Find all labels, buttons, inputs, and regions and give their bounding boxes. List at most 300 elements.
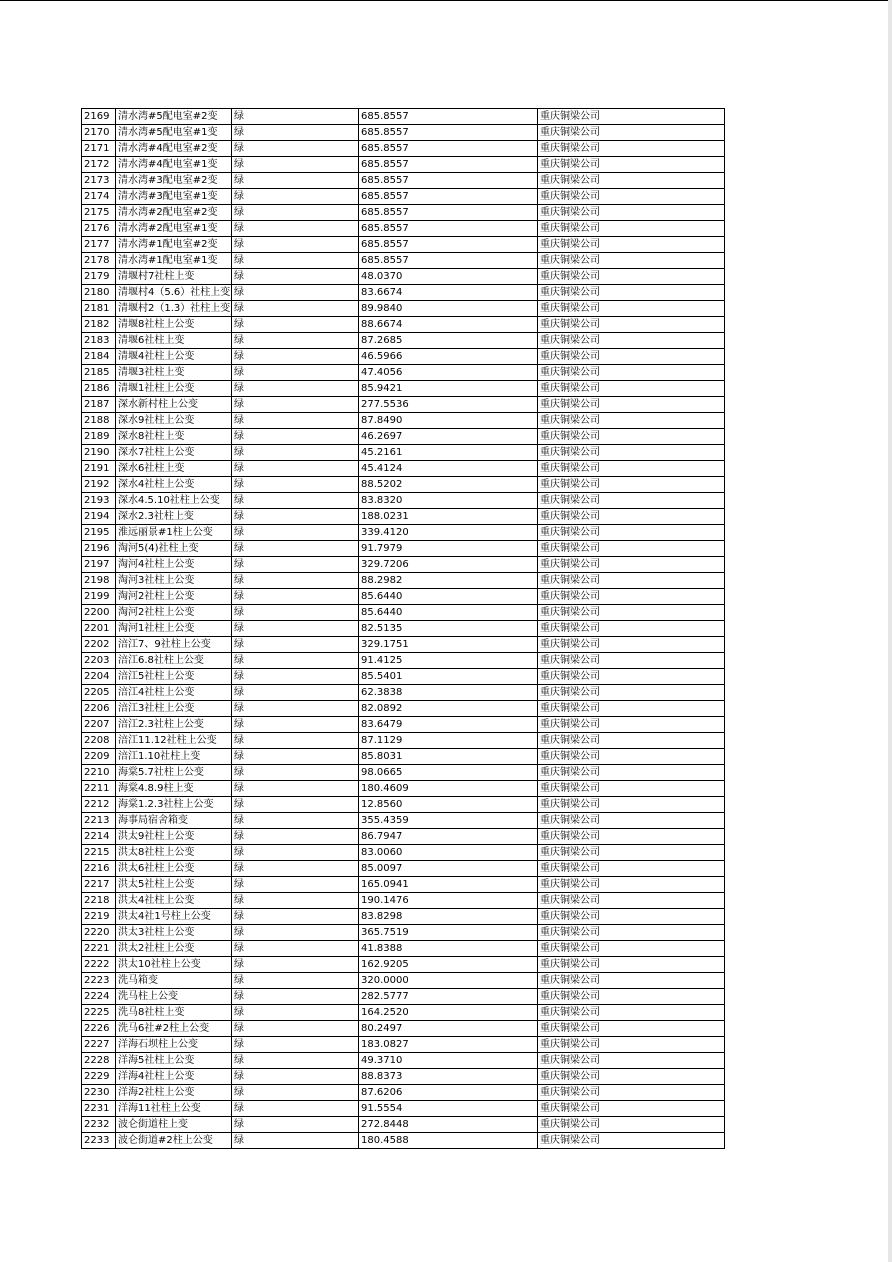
value-cell: 91.7979 bbox=[359, 541, 538, 557]
row-number-cell: 2180 bbox=[82, 285, 116, 301]
value-cell: 87.1129 bbox=[359, 733, 538, 749]
value-cell: 165.0941 bbox=[359, 877, 538, 893]
status-cell: 绿 bbox=[232, 285, 359, 301]
name-cell: 涪江11.12社柱上公变 bbox=[116, 733, 232, 749]
company-cell: 重庆铜梁公司 bbox=[538, 205, 725, 221]
row-number-cell: 2209 bbox=[82, 749, 116, 765]
table-row bbox=[82, 781, 725, 797]
name-cell: 清水湾#5配电室#2变 bbox=[116, 109, 232, 125]
name-cell: 洪太4社1号柱上公变 bbox=[116, 909, 232, 925]
name-cell: 清水湾#4配电室#2变 bbox=[116, 141, 232, 157]
name-cell: 深水9社柱上公变 bbox=[116, 413, 232, 429]
row-number-cell: 2222 bbox=[82, 957, 116, 973]
value-cell: 62.3838 bbox=[359, 685, 538, 701]
status-cell: 绿 bbox=[232, 1069, 359, 1085]
value-cell: 87.2685 bbox=[359, 333, 538, 349]
table-row bbox=[82, 141, 725, 157]
company-cell: 重庆铜梁公司 bbox=[538, 445, 725, 461]
table-row bbox=[82, 381, 725, 397]
company-cell: 重庆铜梁公司 bbox=[538, 1133, 725, 1149]
table-row bbox=[82, 1101, 725, 1117]
status-cell: 绿 bbox=[232, 621, 359, 637]
value-cell: 183.0827 bbox=[359, 1037, 538, 1053]
table-row bbox=[82, 829, 725, 845]
company-cell: 重庆铜梁公司 bbox=[538, 349, 725, 365]
status-cell: 绿 bbox=[232, 877, 359, 893]
row-number-cell: 2188 bbox=[82, 413, 116, 429]
table-row bbox=[82, 797, 725, 813]
row-number-cell: 2216 bbox=[82, 861, 116, 877]
row-number-cell: 2229 bbox=[82, 1069, 116, 1085]
table-row bbox=[82, 749, 725, 765]
status-cell: 绿 bbox=[232, 493, 359, 509]
name-cell: 涪江6.8社柱上公变 bbox=[116, 653, 232, 669]
value-cell: 47.4056 bbox=[359, 365, 538, 381]
table-row bbox=[82, 1005, 725, 1021]
value-cell: 83.0060 bbox=[359, 845, 538, 861]
name-cell: 淘河3社柱上公变 bbox=[116, 573, 232, 589]
row-number-cell: 2184 bbox=[82, 349, 116, 365]
table-row bbox=[82, 477, 725, 493]
table-row bbox=[82, 397, 725, 413]
company-cell: 重庆铜梁公司 bbox=[538, 189, 725, 205]
row-number-cell: 2224 bbox=[82, 989, 116, 1005]
value-cell: 329.1751 bbox=[359, 637, 538, 653]
status-cell: 绿 bbox=[232, 253, 359, 269]
value-cell: 87.6206 bbox=[359, 1085, 538, 1101]
row-number-cell: 2230 bbox=[82, 1085, 116, 1101]
row-number-cell: 2213 bbox=[82, 813, 116, 829]
row-number-cell: 2205 bbox=[82, 685, 116, 701]
table-row bbox=[82, 173, 725, 189]
status-cell: 绿 bbox=[232, 1117, 359, 1133]
company-cell: 重庆铜梁公司 bbox=[538, 573, 725, 589]
table-row bbox=[82, 445, 725, 461]
row-number-cell: 2183 bbox=[82, 333, 116, 349]
company-cell: 重庆铜梁公司 bbox=[538, 1085, 725, 1101]
value-cell: 685.8557 bbox=[359, 205, 538, 221]
row-number-cell: 2203 bbox=[82, 653, 116, 669]
company-cell: 重庆铜梁公司 bbox=[538, 845, 725, 861]
value-cell: 685.8557 bbox=[359, 125, 538, 141]
company-cell: 重庆铜梁公司 bbox=[538, 589, 725, 605]
table-row bbox=[82, 669, 725, 685]
company-cell: 重庆铜梁公司 bbox=[538, 477, 725, 493]
status-cell: 绿 bbox=[232, 557, 359, 573]
table-row bbox=[82, 349, 725, 365]
name-cell: 淘河4社柱上公变 bbox=[116, 557, 232, 573]
table-row bbox=[82, 957, 725, 973]
row-number-cell: 2170 bbox=[82, 125, 116, 141]
name-cell: 深水4社柱上公变 bbox=[116, 477, 232, 493]
table-row bbox=[82, 1053, 725, 1069]
name-cell: 海棠5.7社柱上公变 bbox=[116, 765, 232, 781]
row-number-cell: 2179 bbox=[82, 269, 116, 285]
value-cell: 48.0370 bbox=[359, 269, 538, 285]
row-number-cell: 2171 bbox=[82, 141, 116, 157]
company-cell: 重庆铜梁公司 bbox=[538, 1021, 725, 1037]
value-cell: 83.8298 bbox=[359, 909, 538, 925]
company-cell: 重庆铜梁公司 bbox=[538, 317, 725, 333]
row-number-cell: 2181 bbox=[82, 301, 116, 317]
value-cell: 685.8557 bbox=[359, 173, 538, 189]
name-cell: 洋海11社柱上公变 bbox=[116, 1101, 232, 1117]
row-number-cell: 2187 bbox=[82, 397, 116, 413]
status-cell: 绿 bbox=[232, 1053, 359, 1069]
table-row bbox=[82, 285, 725, 301]
row-number-cell: 2178 bbox=[82, 253, 116, 269]
status-cell: 绿 bbox=[232, 941, 359, 957]
company-cell: 重庆铜梁公司 bbox=[538, 173, 725, 189]
name-cell: 清堰4社柱上公变 bbox=[116, 349, 232, 365]
company-cell: 重庆铜梁公司 bbox=[538, 1069, 725, 1085]
value-cell: 320.0000 bbox=[359, 973, 538, 989]
name-cell: 深水8社柱上变 bbox=[116, 429, 232, 445]
row-number-cell: 2212 bbox=[82, 797, 116, 813]
value-cell: 282.5777 bbox=[359, 989, 538, 1005]
value-cell: 45.4124 bbox=[359, 461, 538, 477]
table-row bbox=[82, 429, 725, 445]
status-cell: 绿 bbox=[232, 925, 359, 941]
company-cell: 重庆铜梁公司 bbox=[538, 141, 725, 157]
table-row bbox=[82, 189, 725, 205]
value-cell: 83.6674 bbox=[359, 285, 538, 301]
table-row bbox=[82, 621, 725, 637]
row-number-cell: 2201 bbox=[82, 621, 116, 637]
row-number-cell: 2175 bbox=[82, 205, 116, 221]
company-cell: 重庆铜梁公司 bbox=[538, 685, 725, 701]
table-row bbox=[82, 765, 725, 781]
value-cell: 277.5536 bbox=[359, 397, 538, 413]
name-cell: 洋海石坝柱上公变 bbox=[116, 1037, 232, 1053]
row-number-cell: 2225 bbox=[82, 1005, 116, 1021]
table-row bbox=[82, 413, 725, 429]
value-cell: 685.8557 bbox=[359, 189, 538, 205]
row-number-cell: 2191 bbox=[82, 461, 116, 477]
status-cell: 绿 bbox=[232, 349, 359, 365]
status-cell: 绿 bbox=[232, 957, 359, 973]
company-cell: 重庆铜梁公司 bbox=[538, 413, 725, 429]
status-cell: 绿 bbox=[232, 989, 359, 1005]
table-row bbox=[82, 157, 725, 173]
row-number-cell: 2218 bbox=[82, 893, 116, 909]
value-cell: 365.7519 bbox=[359, 925, 538, 941]
company-cell: 重庆铜梁公司 bbox=[538, 381, 725, 397]
value-cell: 46.2697 bbox=[359, 429, 538, 445]
name-cell: 清水湾#1配电室#2变 bbox=[116, 237, 232, 253]
row-number-cell: 2202 bbox=[82, 637, 116, 653]
row-number-cell: 2214 bbox=[82, 829, 116, 845]
status-cell: 绿 bbox=[232, 733, 359, 749]
status-cell: 绿 bbox=[232, 1037, 359, 1053]
value-cell: 82.5135 bbox=[359, 621, 538, 637]
status-cell: 绿 bbox=[232, 397, 359, 413]
table-row bbox=[82, 813, 725, 829]
row-number-cell: 2220 bbox=[82, 925, 116, 941]
table-row bbox=[82, 205, 725, 221]
table-row bbox=[82, 845, 725, 861]
company-cell: 重庆铜梁公司 bbox=[538, 765, 725, 781]
value-cell: 85.0097 bbox=[359, 861, 538, 877]
name-cell: 洪太3社柱上公变 bbox=[116, 925, 232, 941]
row-number-cell: 2233 bbox=[82, 1133, 116, 1149]
value-cell: 41.8388 bbox=[359, 941, 538, 957]
table-row bbox=[82, 861, 725, 877]
company-cell: 重庆铜梁公司 bbox=[538, 157, 725, 173]
status-cell: 绿 bbox=[232, 445, 359, 461]
row-number-cell: 2211 bbox=[82, 781, 116, 797]
table-row bbox=[82, 1037, 725, 1053]
value-cell: 85.6440 bbox=[359, 605, 538, 621]
name-cell: 涪江5社柱上公变 bbox=[116, 669, 232, 685]
row-number-cell: 2182 bbox=[82, 317, 116, 333]
name-cell: 洋海4社柱上公变 bbox=[116, 1069, 232, 1085]
value-cell: 91.5554 bbox=[359, 1101, 538, 1117]
company-cell: 重庆铜梁公司 bbox=[538, 493, 725, 509]
name-cell: 海棠1.2.3社柱上公变 bbox=[116, 797, 232, 813]
status-cell: 绿 bbox=[232, 413, 359, 429]
name-cell: 淘河2社柱上公变 bbox=[116, 589, 232, 605]
table-row bbox=[82, 365, 725, 381]
table-row bbox=[82, 973, 725, 989]
name-cell: 海棠4.8.9柱上变 bbox=[116, 781, 232, 797]
status-cell: 绿 bbox=[232, 461, 359, 477]
status-cell: 绿 bbox=[232, 381, 359, 397]
table-row bbox=[82, 1069, 725, 1085]
company-cell: 重庆铜梁公司 bbox=[538, 253, 725, 269]
status-cell: 绿 bbox=[232, 573, 359, 589]
company-cell: 重庆铜梁公司 bbox=[538, 237, 725, 253]
table-row bbox=[82, 125, 725, 141]
company-cell: 重庆铜梁公司 bbox=[538, 525, 725, 541]
name-cell: 深水2.3社柱上变 bbox=[116, 509, 232, 525]
value-cell: 162.9205 bbox=[359, 957, 538, 973]
value-cell: 83.8320 bbox=[359, 493, 538, 509]
value-cell: 98.0665 bbox=[359, 765, 538, 781]
row-number-cell: 2198 bbox=[82, 573, 116, 589]
row-number-cell: 2204 bbox=[82, 669, 116, 685]
row-number-cell: 2199 bbox=[82, 589, 116, 605]
value-cell: 180.4609 bbox=[359, 781, 538, 797]
company-cell: 重庆铜梁公司 bbox=[538, 621, 725, 637]
status-cell: 绿 bbox=[232, 509, 359, 525]
name-cell: 淘河5(4)社柱上变 bbox=[116, 541, 232, 557]
table-row bbox=[82, 893, 725, 909]
status-cell: 绿 bbox=[232, 125, 359, 141]
company-cell: 重庆铜梁公司 bbox=[538, 509, 725, 525]
row-number-cell: 2173 bbox=[82, 173, 116, 189]
company-cell: 重庆铜梁公司 bbox=[538, 429, 725, 445]
name-cell: 洪太4社柱上公变 bbox=[116, 893, 232, 909]
name-cell: 清堰3社柱上变 bbox=[116, 365, 232, 381]
company-cell: 重庆铜梁公司 bbox=[538, 1037, 725, 1053]
value-cell: 85.8031 bbox=[359, 749, 538, 765]
row-number-cell: 2223 bbox=[82, 973, 116, 989]
company-cell: 重庆铜梁公司 bbox=[538, 1117, 725, 1133]
table-row bbox=[82, 637, 725, 653]
value-cell: 272.8448 bbox=[359, 1117, 538, 1133]
table-row bbox=[82, 877, 725, 893]
company-cell: 重庆铜梁公司 bbox=[538, 1101, 725, 1117]
company-cell: 重庆铜梁公司 bbox=[538, 285, 725, 301]
status-cell: 绿 bbox=[232, 109, 359, 125]
name-cell: 清堰村7社柱上变 bbox=[116, 269, 232, 285]
name-cell: 清水湾#3配电室#1变 bbox=[116, 189, 232, 205]
row-number-cell: 2192 bbox=[82, 477, 116, 493]
name-cell: 清水湾#4配电室#1变 bbox=[116, 157, 232, 173]
value-cell: 85.9421 bbox=[359, 381, 538, 397]
company-cell: 重庆铜梁公司 bbox=[538, 605, 725, 621]
name-cell: 涪江4社柱上公变 bbox=[116, 685, 232, 701]
company-cell: 重庆铜梁公司 bbox=[538, 909, 725, 925]
company-cell: 重庆铜梁公司 bbox=[538, 365, 725, 381]
status-cell: 绿 bbox=[232, 525, 359, 541]
name-cell: 涪江7、9社柱上公变 bbox=[116, 637, 232, 653]
company-cell: 重庆铜梁公司 bbox=[538, 557, 725, 573]
company-cell: 重庆铜梁公司 bbox=[538, 925, 725, 941]
value-cell: 88.2982 bbox=[359, 573, 538, 589]
page-right-edge bbox=[888, 0, 892, 1262]
row-number-cell: 2210 bbox=[82, 765, 116, 781]
company-cell: 重庆铜梁公司 bbox=[538, 813, 725, 829]
table-row bbox=[82, 333, 725, 349]
name-cell: 深水新村柱上公变 bbox=[116, 397, 232, 413]
row-number-cell: 2232 bbox=[82, 1117, 116, 1133]
name-cell: 海事局宿舍箱变 bbox=[116, 813, 232, 829]
name-cell: 清水湾#1配电室#1变 bbox=[116, 253, 232, 269]
table-row bbox=[82, 717, 725, 733]
value-cell: 49.3710 bbox=[359, 1053, 538, 1069]
value-cell: 190.1476 bbox=[359, 893, 538, 909]
table-row bbox=[82, 941, 725, 957]
status-cell: 绿 bbox=[232, 653, 359, 669]
row-number-cell: 2200 bbox=[82, 605, 116, 621]
name-cell: 洪太8社柱上公变 bbox=[116, 845, 232, 861]
value-cell: 685.8557 bbox=[359, 141, 538, 157]
company-cell: 重庆铜梁公司 bbox=[538, 301, 725, 317]
status-cell: 绿 bbox=[232, 157, 359, 173]
page-top-border bbox=[0, 0, 892, 1]
company-cell: 重庆铜梁公司 bbox=[538, 797, 725, 813]
status-cell: 绿 bbox=[232, 781, 359, 797]
name-cell: 洪太10社柱上公变 bbox=[116, 957, 232, 973]
row-number-cell: 2172 bbox=[82, 157, 116, 173]
table-row bbox=[82, 109, 725, 125]
value-cell: 82.0892 bbox=[359, 701, 538, 717]
name-cell: 清水湾#3配电室#2变 bbox=[116, 173, 232, 189]
row-number-cell: 2176 bbox=[82, 221, 116, 237]
company-cell: 重庆铜梁公司 bbox=[538, 541, 725, 557]
value-cell: 339.4120 bbox=[359, 525, 538, 541]
value-cell: 88.6674 bbox=[359, 317, 538, 333]
name-cell: 洪太5社柱上公变 bbox=[116, 877, 232, 893]
row-number-cell: 2227 bbox=[82, 1037, 116, 1053]
table-row bbox=[82, 509, 725, 525]
name-cell: 洗马箱变 bbox=[116, 973, 232, 989]
row-number-cell: 2226 bbox=[82, 1021, 116, 1037]
value-cell: 12.8560 bbox=[359, 797, 538, 813]
status-cell: 绿 bbox=[232, 765, 359, 781]
row-number-cell: 2196 bbox=[82, 541, 116, 557]
value-cell: 85.5401 bbox=[359, 669, 538, 685]
name-cell: 清堰6社柱上变 bbox=[116, 333, 232, 349]
status-cell: 绿 bbox=[232, 1133, 359, 1149]
company-cell: 重庆铜梁公司 bbox=[538, 669, 725, 685]
company-cell: 重庆铜梁公司 bbox=[538, 829, 725, 845]
name-cell: 深水6社柱上变 bbox=[116, 461, 232, 477]
name-cell: 深水7社柱上公变 bbox=[116, 445, 232, 461]
value-cell: 180.4588 bbox=[359, 1133, 538, 1149]
status-cell: 绿 bbox=[232, 189, 359, 205]
value-cell: 685.8557 bbox=[359, 253, 538, 269]
row-number-cell: 2206 bbox=[82, 701, 116, 717]
company-cell: 重庆铜梁公司 bbox=[538, 989, 725, 1005]
row-number-cell: 2197 bbox=[82, 557, 116, 573]
value-cell: 91.4125 bbox=[359, 653, 538, 669]
table-row bbox=[82, 653, 725, 669]
table-row bbox=[82, 301, 725, 317]
company-cell: 重庆铜梁公司 bbox=[538, 461, 725, 477]
name-cell: 洪太6社柱上公变 bbox=[116, 861, 232, 877]
name-cell: 淘河1社柱上公变 bbox=[116, 621, 232, 637]
status-cell: 绿 bbox=[232, 1101, 359, 1117]
status-cell: 绿 bbox=[232, 333, 359, 349]
value-cell: 188.0231 bbox=[359, 509, 538, 525]
status-cell: 绿 bbox=[232, 813, 359, 829]
name-cell: 涪江2.3社柱上公变 bbox=[116, 717, 232, 733]
status-cell: 绿 bbox=[232, 829, 359, 845]
value-cell: 83.6479 bbox=[359, 717, 538, 733]
table-row bbox=[82, 237, 725, 253]
status-cell: 绿 bbox=[232, 1085, 359, 1101]
table-row bbox=[82, 1133, 725, 1149]
name-cell: 洪太2社柱上公变 bbox=[116, 941, 232, 957]
status-cell: 绿 bbox=[232, 669, 359, 685]
table-row bbox=[82, 541, 725, 557]
row-number-cell: 2194 bbox=[82, 509, 116, 525]
status-cell: 绿 bbox=[232, 141, 359, 157]
company-cell: 重庆铜梁公司 bbox=[538, 125, 725, 141]
name-cell: 洗马8社柱上变 bbox=[116, 1005, 232, 1021]
status-cell: 绿 bbox=[232, 893, 359, 909]
status-cell: 绿 bbox=[232, 749, 359, 765]
name-cell: 涪江1.10社柱上变 bbox=[116, 749, 232, 765]
row-number-cell: 2193 bbox=[82, 493, 116, 509]
name-cell: 深水4.5.10社柱上公变 bbox=[116, 493, 232, 509]
name-cell: 波仑街道#2柱上公变 bbox=[116, 1133, 232, 1149]
company-cell: 重庆铜梁公司 bbox=[538, 957, 725, 973]
value-cell: 685.8557 bbox=[359, 157, 538, 173]
name-cell: 涪江3社柱上公变 bbox=[116, 701, 232, 717]
table-row bbox=[82, 1117, 725, 1133]
table-row bbox=[82, 221, 725, 237]
company-cell: 重庆铜梁公司 bbox=[538, 637, 725, 653]
status-cell: 绿 bbox=[232, 589, 359, 605]
company-cell: 重庆铜梁公司 bbox=[538, 941, 725, 957]
table-row bbox=[82, 909, 725, 925]
status-cell: 绿 bbox=[232, 301, 359, 317]
row-number-cell: 2231 bbox=[82, 1101, 116, 1117]
status-cell: 绿 bbox=[232, 973, 359, 989]
company-cell: 重庆铜梁公司 bbox=[538, 733, 725, 749]
company-cell: 重庆铜梁公司 bbox=[538, 333, 725, 349]
status-cell: 绿 bbox=[232, 269, 359, 285]
company-cell: 重庆铜梁公司 bbox=[538, 221, 725, 237]
table-row bbox=[82, 701, 725, 717]
table-row bbox=[82, 925, 725, 941]
table-row bbox=[82, 685, 725, 701]
table-row bbox=[82, 733, 725, 749]
